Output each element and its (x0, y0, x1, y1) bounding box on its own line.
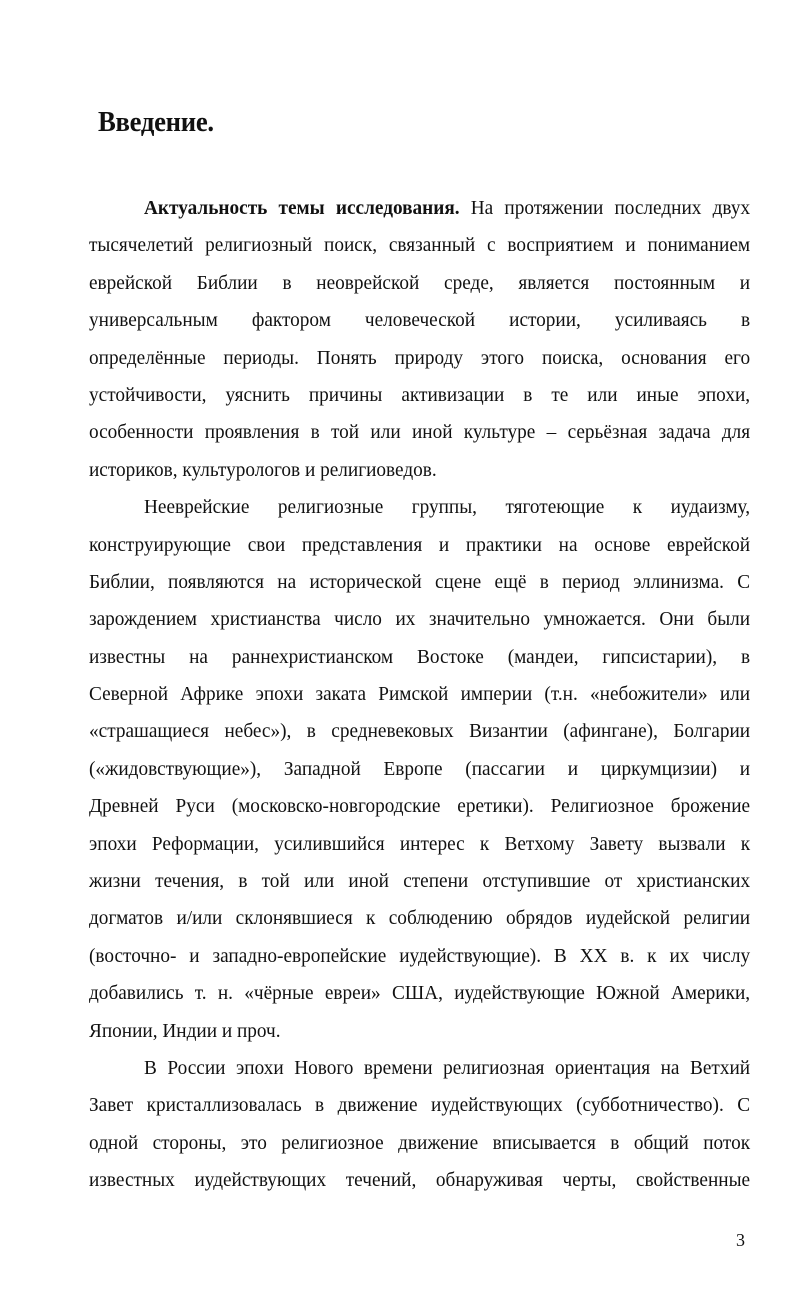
text-line: известны на раннехристианском Востоке (мандеи, гипсистарии), в (89, 645, 751, 668)
text-line: историков, культурологов и религиоведов. (89, 458, 437, 481)
text-line: Библии, появляются на исторической сцене ещё в период эллинизма. С (89, 570, 751, 593)
text-line: Актуальность темы исследования. На протяжении последних двух (144, 197, 751, 219)
text-line: универсальным фактором человеческой истории, усиливаясь в (89, 309, 751, 332)
text-line: Древней Руси (московско-новгородские еретики). Религиозное брожение (89, 795, 751, 818)
paragraph-russia (89, 1050, 750, 1200)
text-line: конструирующие свои представления и практики на основе еврейской (89, 533, 751, 556)
paragraph-relevance (89, 190, 750, 489)
text-line: одной стороны, это религиозное движение вписывается в общий поток (89, 1131, 751, 1154)
relevance-lead: Актуальность темы исследования. (144, 197, 460, 219)
page-number: 3 (736, 1230, 745, 1250)
text-line: Нееврейские религиозные группы, тяготеющие к иудаизму, (144, 496, 751, 519)
text-line: еврейской Библии в неоврейской среде, является постоянным и (89, 271, 751, 294)
text-line: жизни течения, в той или иной степени отступившие от христианских (89, 870, 751, 893)
text-line: тысячелетий религиозный поиск, связанный с восприятием и пониманием (89, 234, 751, 257)
body-text (89, 190, 750, 1200)
paragraph-groups (89, 489, 750, 1050)
text-line: В России эпохи Нового времени религиозная ориентация на Ветхий (144, 1056, 751, 1079)
text-line: («жидовствующие»), Западной Европе (пассагии и циркумцизии) и (89, 757, 751, 780)
text-line: особенности проявления в той или иной культуре – серьёзная задача для (89, 421, 751, 444)
text-line: известных иудействующих течений, обнаруживая черты, свойственные (89, 1169, 751, 1192)
text-line: «страшащиеся небес»), в средневековых Византии (афингане), Болгарии (89, 720, 751, 743)
text-line: зарождением христианства число их значительно умножается. Они были (89, 608, 751, 631)
text-line: Северной Африке эпохи заката Римской империи (т.н. «небожители» или (89, 683, 751, 706)
text-line: Японии, Индии и проч. (89, 1019, 281, 1042)
text-line: (восточно- и западно-европейские иудействующие). В XX в. к их числу (89, 944, 751, 967)
text-line: догматов и/или склонявшиеся к соблюдению обрядов иудейской религии (89, 907, 751, 930)
text-line: определённые периоды. Понять природу этого поиска, основания его (89, 346, 751, 369)
section-heading: Введение. (98, 106, 214, 138)
text-line: добавились т. н. «чёрные евреи» США, иудействующие Южной Америки, (89, 982, 751, 1005)
text-line: устойчивости, уяснить причины активизации в те или иные эпохи, (89, 383, 751, 406)
text-line: эпохи Реформации, усилившийся интерес к Ветхому Завету вызвали к (89, 832, 751, 855)
text-line: Завет кристаллизовалась в движение иудействующих (субботничество). С (89, 1094, 751, 1117)
